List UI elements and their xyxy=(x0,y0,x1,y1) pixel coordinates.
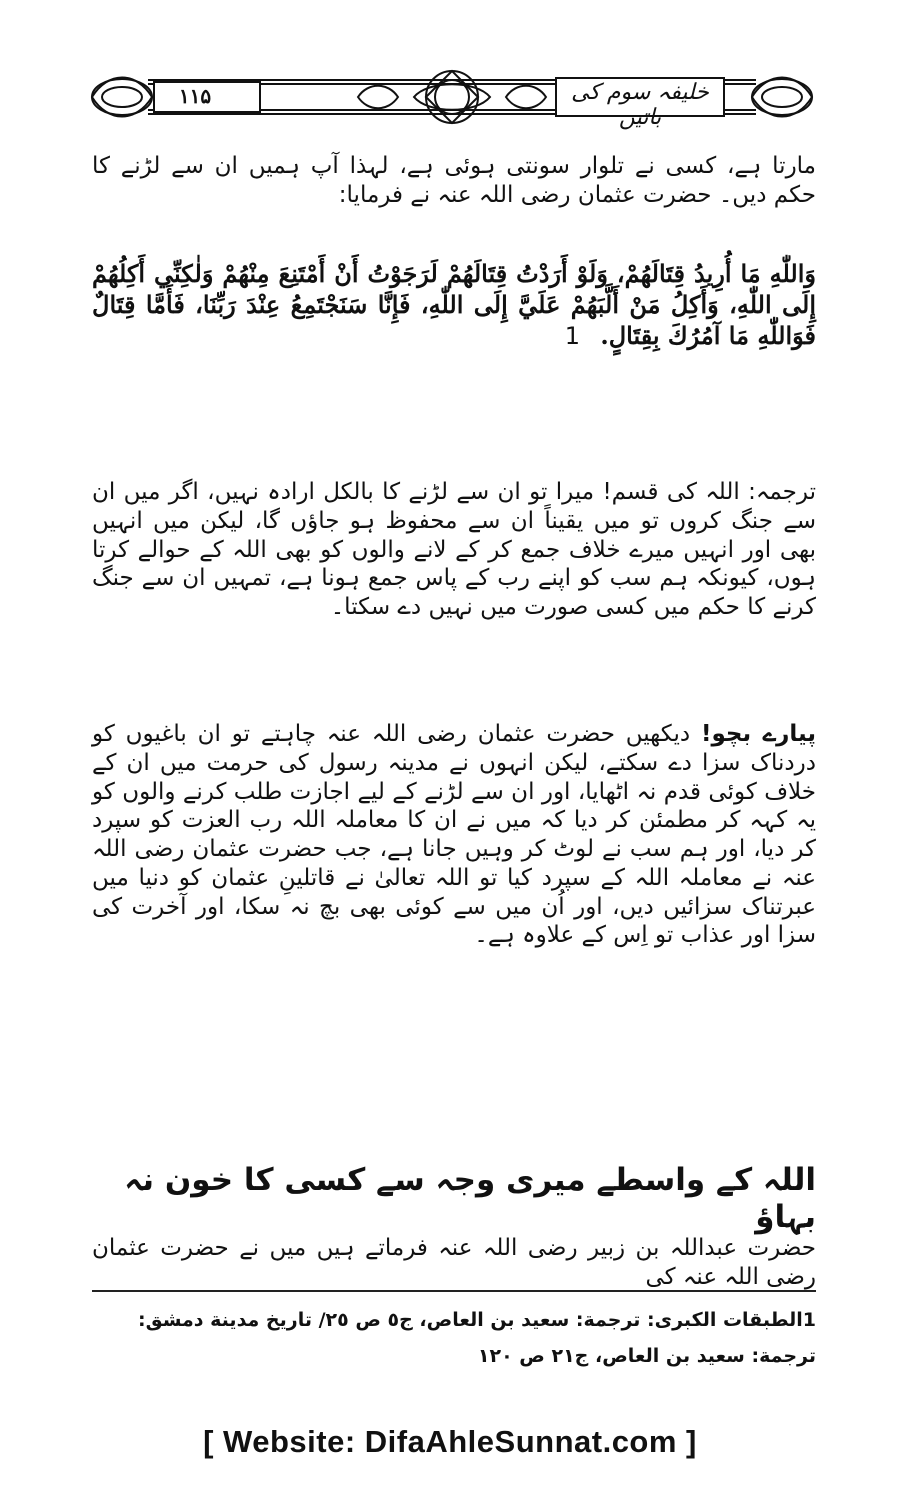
arabic-quote-text: وَاللّٰهِ مَا أُرِيدُ قِتَالَهُمْ، وَلَوْ أَرَدْتُ قِتَالَهُمْ لَرَجَوْتُ أَنْ أَمْتَنِعَ مِنْهُمْ وَلٰكِنِّي أَكِلُهُمْ إِلَى اللّٰهِ، وَأَكِلُ مَنْ أَلَّبَهُمْ عَلَيَّ إِلَى اللّٰهِ، فَإِنَّا سَنَجْتَمِعُ عِنْدَ رَبِّنَا، فَأَمَّا قِتَالٌ فَوَاللّٰهِ مَا آمُرُكَ بِقِتَالٍ. xyxy=(92,259,816,351)
page-number: ۱۱۵ xyxy=(178,84,212,108)
section-heading xyxy=(92,1162,816,1236)
paragraph-text: مارتا ہے، کسی نے تلوار سونتی ہوئی ہے، لہذا آپ ہمیں ان سے لڑنے کا حکم دیں۔ حضرت عثمان رضی اللہ عنہ نے فرمایا: xyxy=(92,153,816,208)
commentary-lead: پیارے بچو! xyxy=(700,721,816,747)
translation-paragraph xyxy=(92,478,816,622)
paragraph-closing xyxy=(92,1234,816,1292)
running-title: خلیفہ سوم کی باتیں xyxy=(571,80,709,130)
arabic-quote xyxy=(92,258,816,353)
paragraph-opening xyxy=(92,152,816,210)
commentary-paragraph xyxy=(92,720,816,950)
footnote xyxy=(92,1302,816,1374)
commentary-text: دیکھیں حضرت عثمان رضی اللہ عنہ چاہتے تو ان باغیوں کو دردناک سزا دے سکتے، لیکن انہوں نے مدینہ رسول کی حرمت میں ان کے خلاف کوئی قدم نہ اٹھایا، اور ان سے لڑنے کے لیے اجازت طلب کرنے والوں کو یہ کہہ کر مطمئن کر دیا کہ میں نے ان کا معاملہ اللہ رب العزت کو سپرد کر دیا، اور ہم سب نے لوٹ کر وہیں جانا ہے، جب حضرت عثمان رضی اللہ عنہ نے معاملہ اللہ کے سپرد کیا تو اللہ تعالیٰ نے قاتلینِ عثمان کو دنیا میں عبرتناک سزائیں دیں، اور اُن میں سے کوئی بھی بچ نہ سکا، اور آخرت کی سزا اور عذاب تو اِس کے علاوہ ہے۔ xyxy=(92,721,816,949)
footnote-line-2: ترجمة: سعيد بن العاص، ج٢١ ص ١٢٠ xyxy=(477,1345,816,1368)
footnote-line-1: 1الطبقات الكبرى: ترجمة: سعيد بن العاص، ج٥ ص ٢٥/ تاريخ مدينة دمشق: xyxy=(137,1309,816,1331)
footnote-divider xyxy=(92,1290,816,1292)
translation-text: ترجمہ: اللہ کی قسم! میرا تو ان سے لڑنے کا بالکل ارادہ نہیں، اگر میں ان سے جنگ کروں تو میں یقیناً ان سے محفوظ ہو جاؤں گا، لیکن میں انہیں بھی اور انہیں میرے خلاف جمع کر کے لانے والوں کو بھی اللہ کے حوالے کرتا ہوں، کیونکہ ہم سب کو اپنے رب کے پاس جمع ہونا ہے، تمہیں ان سے جنگ کرنے کا حکم میں کسی صورت میں نہیں دے سکتا۔ xyxy=(92,479,816,620)
section-heading-text: اللہ کے واسطے میری وجہ سے کسی کا خون نہ بہاؤ xyxy=(124,1162,816,1236)
paragraph-closing-text: حضرت عبداللہ بن زبیر رضی اللہ عنہ فرماتے ہیں میں نے حضرت عثمان رضی اللہ عنہ کی xyxy=(92,1235,816,1290)
footnote-marker: 1 xyxy=(564,322,581,351)
website-banner: [ Website: DifaAhleSunnat.com ] xyxy=(203,1424,697,1459)
